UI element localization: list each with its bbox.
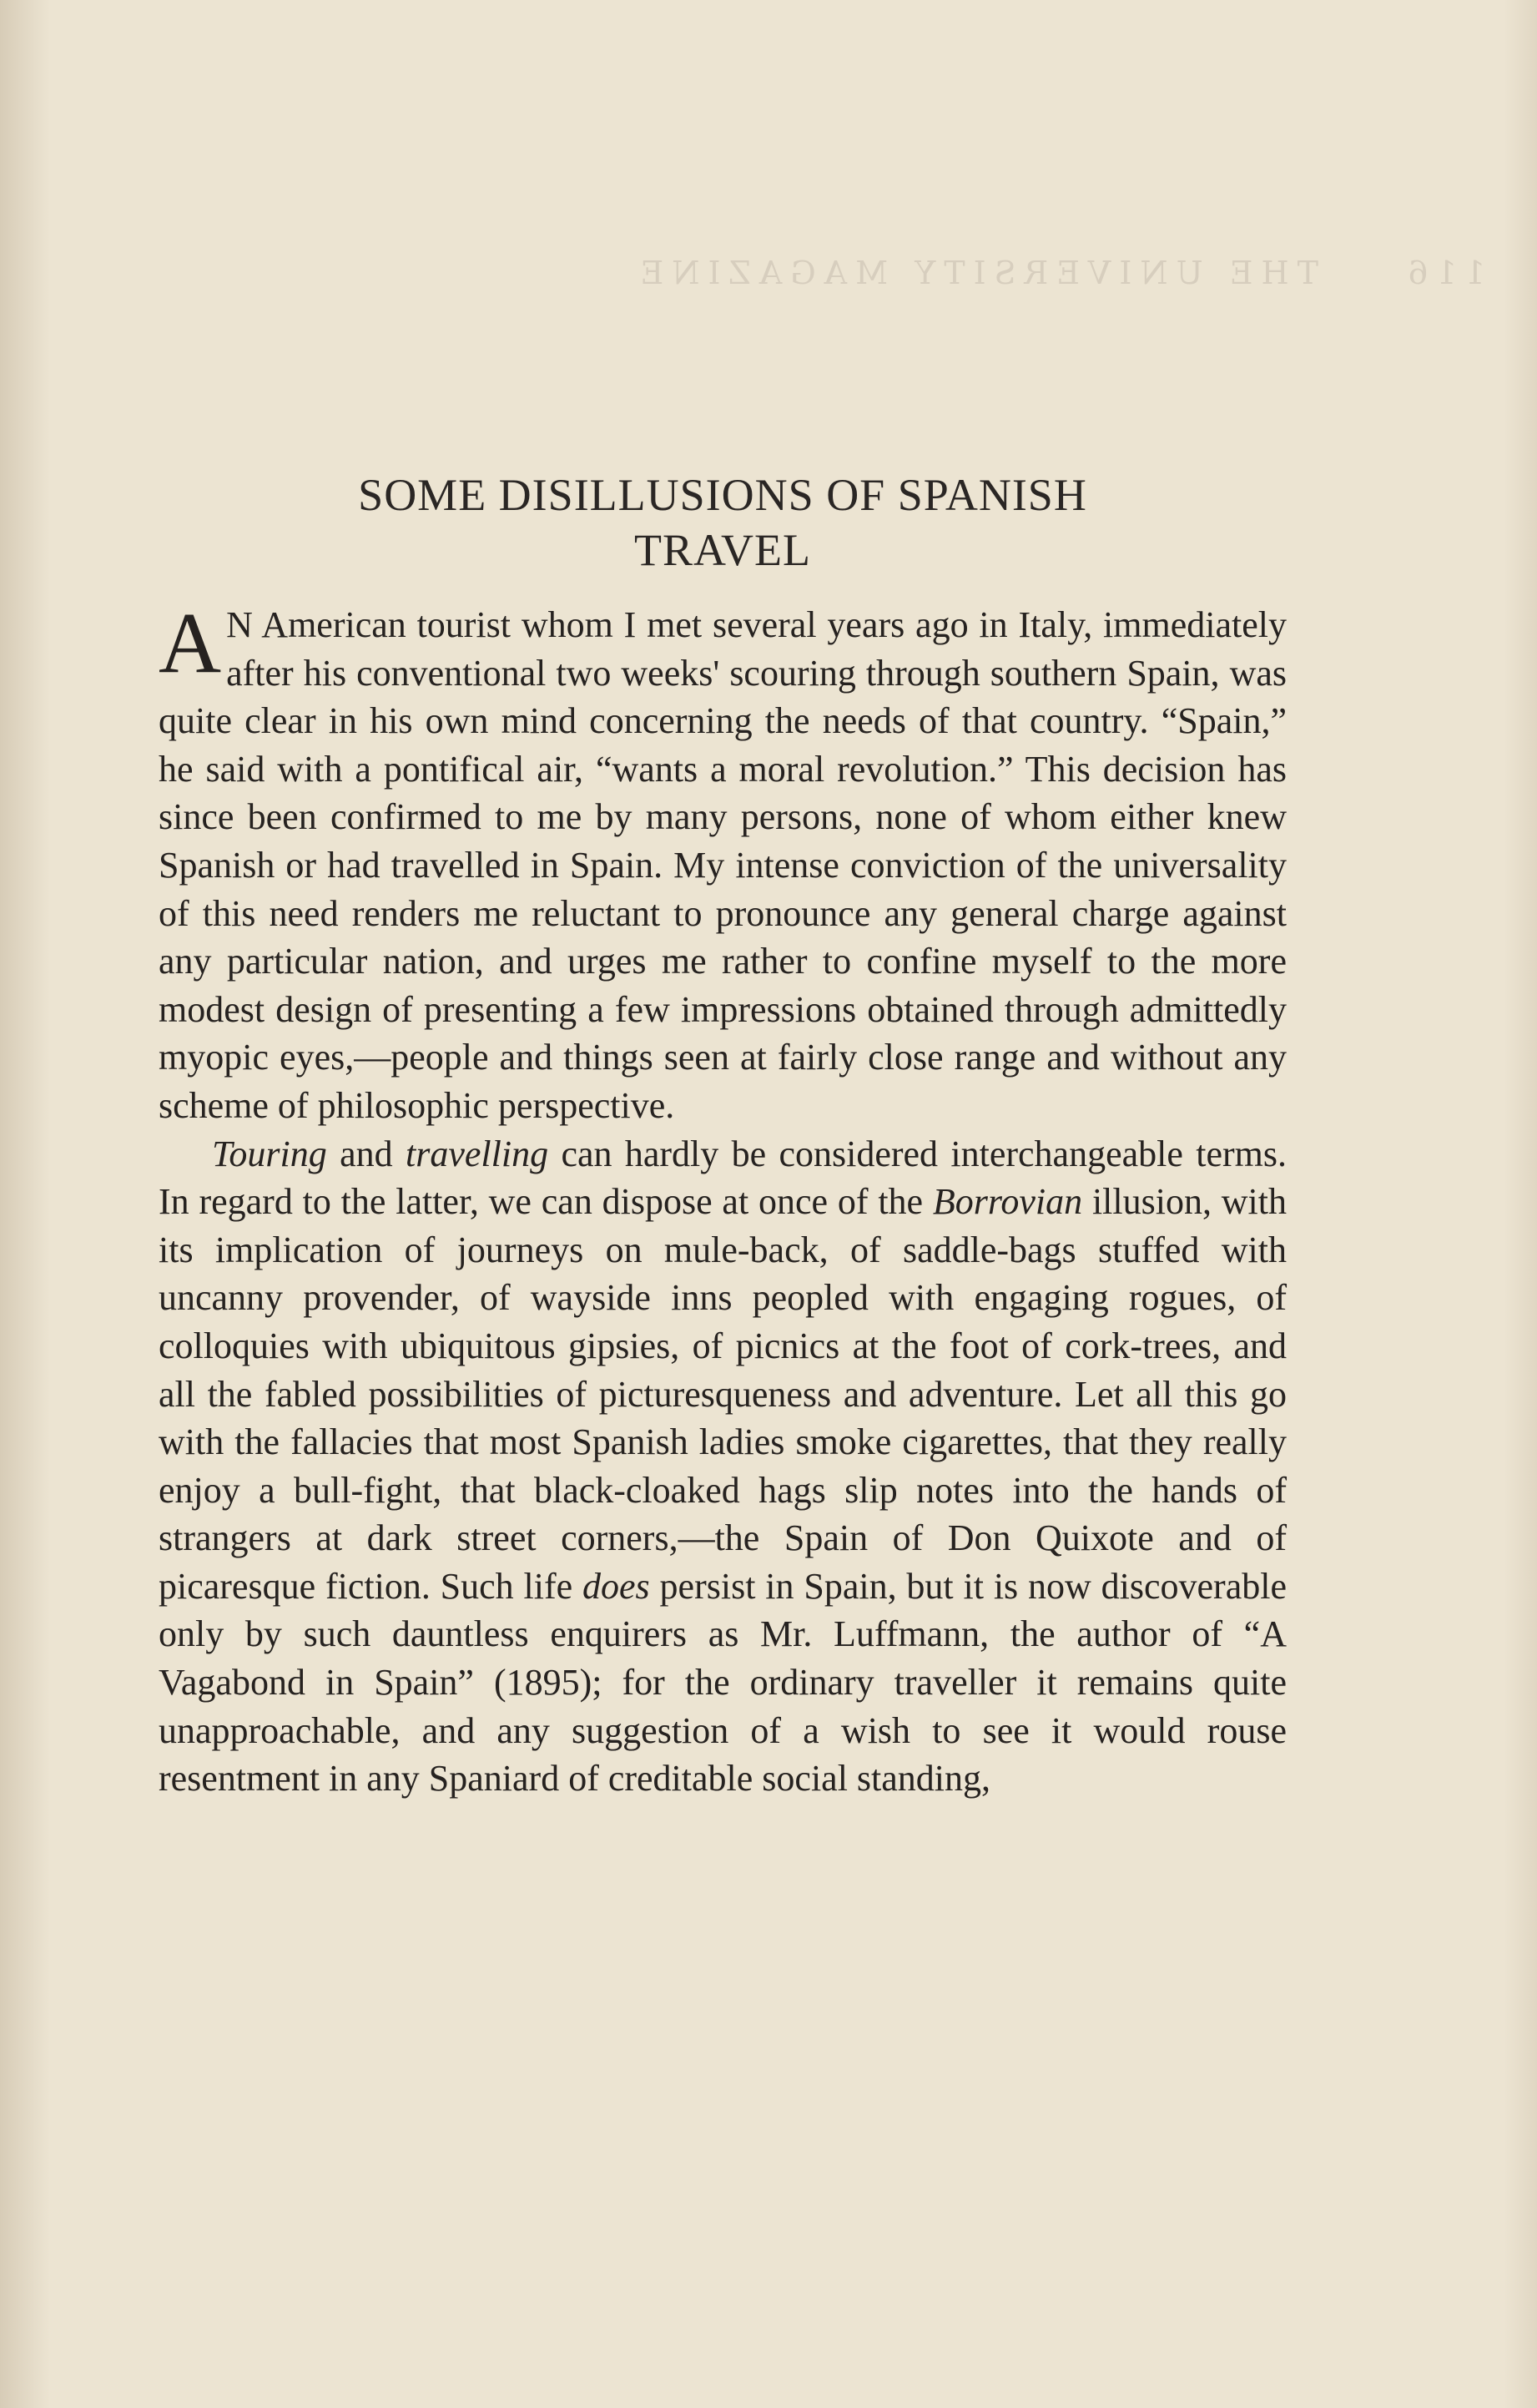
paragraph-2 (159, 1130, 1287, 1803)
article-title-line1: SOME DISILLUSIONS OF SPANISH (358, 470, 1087, 520)
article-title (159, 467, 1287, 578)
article-title-line2: TRAVEL (633, 525, 811, 575)
drop-cap-word-rest: N (226, 604, 253, 645)
paragraph-2-seg3: illusion, with its implication of journeys on mule-back, of saddle-bags stuffed with uncanny provender, of wayside inns peopled with engaging rogues, of colloquies with ubiquitous gipsies, of picnics at the foot of cork-trees, and all the fabled possibilities of picturesqueness and adventure. Let all this go with the fallacies that most Spanish ladies smoke cigarettes, that they really enjoy a bull-fight, that black-cloaked hags slip notes into the hands of strangers at dark street corners,—the Spain of Don Quixote and of picaresque fiction. Such life (159, 1181, 1288, 1607)
paragraph-1-text: American tourist whom I met several years ago in Italy, immediately after his conventional two weeks' scouring through southern Spain, was quite clear in his own mind concerning the needs of that country. “Spain,” he said with a pontifical air, “wants a moral revolution.” This decision has since been confirmed to me by many persons, none of whom either knew Spanish or had travelled in Spain. My intense conviction of the universality of this need renders me reluctant to pronounce any general charge against any particular nation, and urges me rather to confine myself to the more modest design of presenting a few impressions obtained through admittedly myopic eyes,—people and things seen at fairly close range and without any scheme of philosophic perspective. (159, 604, 1287, 1126)
paragraph-2-seg4: persist in Spain, but it is now discoverable only by such dauntless enquirers as Mr. Luffmann, the author of “A Vagabond in Spain” (1895); for the ordinary traveller it remains quite unapproachable, and any suggestion of a wish to see it would rouse resentment in any Spaniard of creditable social standing, (159, 1565, 1287, 1800)
italic-travelling: travelling (406, 1133, 549, 1174)
paragraph-2-seg2: can hardly be considered interchangeable terms. In regard to the latter, we can dispose at once of the (159, 1133, 1287, 1223)
show-through-header (401, 255, 1485, 291)
show-through-page-number: 116 (1399, 255, 1485, 291)
italic-touring: Touring (212, 1133, 327, 1174)
drop-cap: A (159, 595, 222, 691)
show-through-header-text: THE UNIVERSITY MAGAZINE (632, 255, 1318, 291)
italic-borrovian: Borrovian (932, 1181, 1083, 1223)
italic-does: does (582, 1565, 650, 1607)
paragraph-2-seg1: and (326, 1133, 406, 1174)
paragraph-1 (159, 595, 1287, 1130)
article-body (159, 467, 1287, 1803)
